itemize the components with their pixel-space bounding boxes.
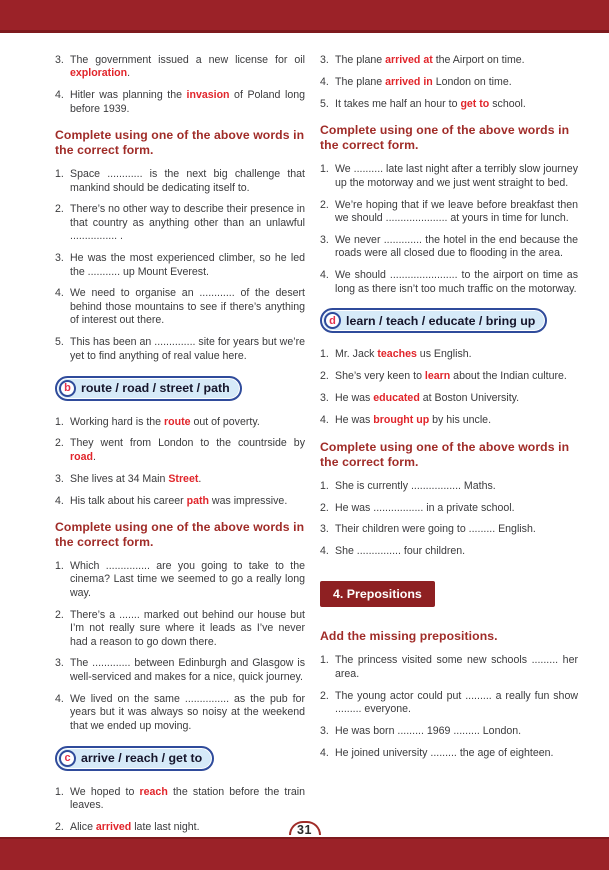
item-number: 4. <box>320 75 329 88</box>
list-item <box>320 690 578 717</box>
highlighted-word: road <box>70 450 93 463</box>
text-segment: There’s no other way to describe their presence in that country as anything other than an unlawful ................ . <box>70 203 305 243</box>
highlighted-word: exploration <box>70 67 128 80</box>
highlighted-word: teaches <box>377 348 417 361</box>
list-item <box>55 416 305 429</box>
item-text <box>70 693 305 733</box>
section-box-row <box>320 567 578 617</box>
text-segment: We should ....................... to the airport on time as long as there isn’t too much traffic on the motorway. <box>335 269 578 295</box>
list-item <box>55 609 305 649</box>
text-segment: Hitler was planning the <box>70 89 187 102</box>
text-segment: He joined university ......... the age of eighteen. <box>335 746 554 759</box>
text-segment: by his uncle. <box>429 414 492 427</box>
list-item <box>320 523 578 536</box>
text-segment: was impressive. <box>208 494 288 507</box>
text-segment: They went from London to the countrside by <box>70 437 305 450</box>
exercise-heading: Complete using one of the above words in the correct form. <box>55 520 305 550</box>
item-number: 2. <box>320 370 329 383</box>
item-number: 4. <box>55 287 64 300</box>
item-number: 2. <box>55 608 64 621</box>
list-item <box>320 480 578 493</box>
list-item <box>320 654 578 681</box>
badge-letter: d <box>324 312 341 329</box>
item-number: 1. <box>320 479 329 492</box>
item-number: 3. <box>320 523 329 536</box>
text-segment: The young actor could put ......... a really fun show ......... everyone. <box>335 689 578 715</box>
item-text <box>335 414 578 427</box>
item-number: 5. <box>320 97 329 110</box>
text-segment: We lived on the same ............... as the pub for years but it was always so noisy at the weekend that we ended up moving. <box>70 692 305 732</box>
item-text <box>335 76 578 89</box>
text-segment: He was the most experienced climber, so he led the ........... up Mount Everest. <box>70 252 305 278</box>
word-group-badge <box>320 308 547 333</box>
item-number: 3. <box>320 233 329 246</box>
numbered-list <box>55 560 305 733</box>
numbered-list <box>55 54 305 116</box>
list-item <box>55 473 305 486</box>
list-item <box>320 545 578 558</box>
list-item <box>55 495 305 508</box>
highlighted-word: route <box>164 415 191 428</box>
text-segment: . <box>92 450 96 463</box>
bottom-border-bar <box>0 837 609 870</box>
top-border-bar <box>0 0 609 33</box>
list-item <box>320 234 578 261</box>
item-text <box>70 336 305 363</box>
list-item <box>55 252 305 279</box>
item-number: 1. <box>55 560 64 573</box>
item-number: 1. <box>55 785 64 798</box>
highlighted-word: get to <box>460 97 490 110</box>
text-segment: The princess visited some new schools ......... her area. <box>335 654 578 680</box>
text-segment: The plane <box>335 54 386 66</box>
highlighted-word: invasion <box>186 89 230 102</box>
text-segment: The government issued a new license for oil <box>70 54 305 66</box>
text-segment: There’s a ....... marked out behind our house but I’m not really sure where it leads as I’ve never had a reason to go down there. <box>70 608 305 648</box>
exercise-heading: Add the missing prepositions. <box>320 629 498 644</box>
left-column <box>55 54 305 834</box>
text-segment: the Airport on time. <box>432 54 525 66</box>
text-segment: about the Indian culture. <box>450 370 567 383</box>
highlighted-word: learn <box>424 370 451 383</box>
item-text <box>335 725 578 738</box>
highlighted-word: educated <box>373 392 420 405</box>
list-item <box>55 693 305 733</box>
text-segment: Their children were going to ......... English. <box>335 523 536 536</box>
item-number: 4. <box>320 545 329 558</box>
item-number: 1. <box>55 168 64 181</box>
item-text <box>335 654 578 681</box>
item-text <box>335 545 578 558</box>
item-number: 3. <box>320 724 329 737</box>
item-text <box>70 786 305 813</box>
list-item <box>55 89 305 116</box>
text-segment: She ............... four children. <box>335 545 466 558</box>
highlighted-word: path <box>186 494 209 507</box>
item-number: 2. <box>320 689 329 702</box>
item-number: 4. <box>55 89 64 102</box>
badge-letter: b <box>59 380 76 397</box>
word-group-badge <box>55 376 242 401</box>
highlighted-word: Street <box>168 472 199 485</box>
highlighted-word: reach <box>139 785 168 798</box>
item-number: 3. <box>55 472 64 485</box>
right-column <box>320 54 578 834</box>
item-number: 1. <box>55 415 64 428</box>
text-segment: The ............. between Edinburgh and Glasgow is well-serviced and makes for a nice, quick journey. <box>70 657 305 683</box>
item-number: 2. <box>55 437 64 450</box>
text-segment: school. <box>489 97 526 110</box>
item-text <box>335 234 578 261</box>
badge-label: arrive / reach / get to <box>81 751 203 765</box>
item-number: 2. <box>55 820 64 833</box>
page-content <box>55 36 583 834</box>
item-text <box>335 199 578 226</box>
item-text <box>70 203 305 243</box>
list-item <box>320 54 578 67</box>
item-number: 4. <box>320 269 329 282</box>
numbered-list <box>320 163 578 296</box>
item-text <box>70 657 305 684</box>
section-title-box: 4. Prepositions <box>320 581 435 607</box>
list-item <box>55 560 305 600</box>
item-number: 1. <box>320 348 329 361</box>
text-segment: She lives at 34 Main <box>70 472 169 485</box>
item-text <box>335 392 578 405</box>
text-segment: He was born ......... 1969 ......... London. <box>335 724 522 737</box>
item-text <box>335 163 578 190</box>
text-segment: Working hard is the <box>70 415 165 428</box>
numbered-list <box>320 654 578 760</box>
text-segment: He was ................. in a private school. <box>335 501 515 514</box>
list-item <box>55 336 305 363</box>
item-text <box>70 473 305 486</box>
item-text <box>335 747 578 760</box>
item-text <box>70 495 305 508</box>
exercise-heading: Complete using one of the above words in the correct form. <box>320 123 570 153</box>
text-segment: His talk about his career <box>70 494 187 507</box>
text-segment: He was <box>335 414 374 427</box>
item-number: 1. <box>320 163 329 176</box>
highlighted-word: arrived in <box>385 75 433 88</box>
list-item <box>320 370 578 383</box>
text-segment: Alice <box>70 820 96 833</box>
text-segment: out of poverty. <box>190 415 260 428</box>
page-number-area <box>0 821 609 837</box>
list-item <box>55 786 305 813</box>
item-text <box>70 416 305 429</box>
list-item <box>320 414 578 427</box>
text-segment: We hoped to <box>70 785 140 798</box>
badge-label: route / road / street / path <box>81 381 230 395</box>
list-item <box>55 203 305 243</box>
page-number: 31 <box>297 823 312 837</box>
text-segment: Space ............ is the next big challenge that mankind should be dedicating itself to. <box>70 168 305 194</box>
item-text <box>70 609 305 649</box>
item-text <box>70 437 305 464</box>
numbered-list <box>320 348 578 427</box>
list-item <box>320 98 578 111</box>
text-segment: She’s very keen to <box>335 370 425 383</box>
text-segment: It takes me half an hour to <box>335 97 461 110</box>
item-number: 3. <box>320 54 329 66</box>
text-segment: London on time. <box>432 75 512 88</box>
text-segment: We .......... late last night after a terribly slow journey up the motorway and we just went straight to bed. <box>335 163 578 189</box>
item-text <box>70 168 305 195</box>
highlighted-word: brought up <box>373 414 430 427</box>
item-number: 3. <box>55 657 64 670</box>
list-item <box>320 725 578 738</box>
badge-label: learn / teach / educate / bring up <box>346 313 536 328</box>
highlighted-word: arrived at <box>385 54 433 66</box>
badge-letter: c <box>59 750 76 767</box>
item-number: 4. <box>320 414 329 427</box>
item-number: 3. <box>55 54 64 66</box>
item-text <box>70 54 305 81</box>
item-number: 4. <box>320 746 329 759</box>
text-segment: She is currently ................. Maths. <box>335 479 496 492</box>
list-item <box>55 437 305 464</box>
list-item <box>320 348 578 361</box>
text-segment: Which ............... are you going to take to the cinema? Last time we seemed to go a really long way. <box>70 560 305 599</box>
exercise-heading: Complete using one of the above words in the correct form. <box>320 439 570 469</box>
text-segment: late last night. <box>131 820 200 833</box>
list-item <box>320 76 578 89</box>
item-text <box>335 54 578 67</box>
text-segment: . <box>127 67 131 80</box>
list-item <box>55 287 305 327</box>
numbered-list <box>320 54 578 111</box>
list-item <box>320 199 578 226</box>
item-text <box>335 98 578 111</box>
text-segment: The plane <box>335 75 386 88</box>
text-segment: Mr. Jack <box>335 348 378 361</box>
highlighted-word: arrived <box>95 820 132 833</box>
item-number: 3. <box>55 252 64 265</box>
text-segment: We’re hoping that if we leave before breakfast then we should ..................... at yours in time for lunch. <box>335 198 578 224</box>
item-number: 2. <box>55 203 64 216</box>
text-segment: This has been an .............. site for years but we’re yet to find anything of real value here. <box>70 336 305 362</box>
item-text <box>335 348 578 361</box>
numbered-list <box>55 168 305 363</box>
text-segment: We never ............. the hotel in the end because the roads were all closed due to flooding in the area. <box>335 233 578 260</box>
list-item <box>320 502 578 515</box>
text-segment: He was <box>335 392 374 405</box>
list-item <box>55 168 305 195</box>
list-item <box>320 747 578 760</box>
item-text <box>70 89 305 116</box>
item-text <box>335 370 578 383</box>
list-item <box>320 163 578 190</box>
item-number: 2. <box>320 501 329 514</box>
item-number: 5. <box>55 336 64 349</box>
item-text <box>335 480 578 493</box>
numbered-list <box>320 480 578 559</box>
text-segment: the station before the train leaves. <box>70 785 306 811</box>
item-text <box>70 560 305 600</box>
item-number: 1. <box>320 654 329 667</box>
item-text <box>335 269 578 296</box>
list-item <box>320 269 578 296</box>
item-number: 4. <box>55 692 64 705</box>
numbered-list <box>55 416 305 509</box>
word-group-badge <box>55 746 214 771</box>
list-item <box>55 54 305 81</box>
item-text <box>335 502 578 515</box>
item-text <box>335 690 578 717</box>
text-segment: . <box>198 472 202 485</box>
text-segment: at Boston University. <box>419 392 520 405</box>
list-item <box>320 392 578 405</box>
text-segment: We need to organise an ............ of the desert behind those mountains to see if there’s anything of interest out there. <box>70 287 305 327</box>
text-segment: us English. <box>416 348 472 361</box>
exercise-heading: Complete using one of the above words in the correct form. <box>55 128 305 158</box>
item-number: 3. <box>320 392 329 405</box>
item-text <box>70 287 305 327</box>
list-item <box>55 657 305 684</box>
item-text <box>335 523 578 536</box>
text-segment: of Poland long before 1939. <box>70 89 305 115</box>
item-text <box>70 252 305 279</box>
item-number: 4. <box>55 494 64 507</box>
item-number: 2. <box>320 198 329 211</box>
